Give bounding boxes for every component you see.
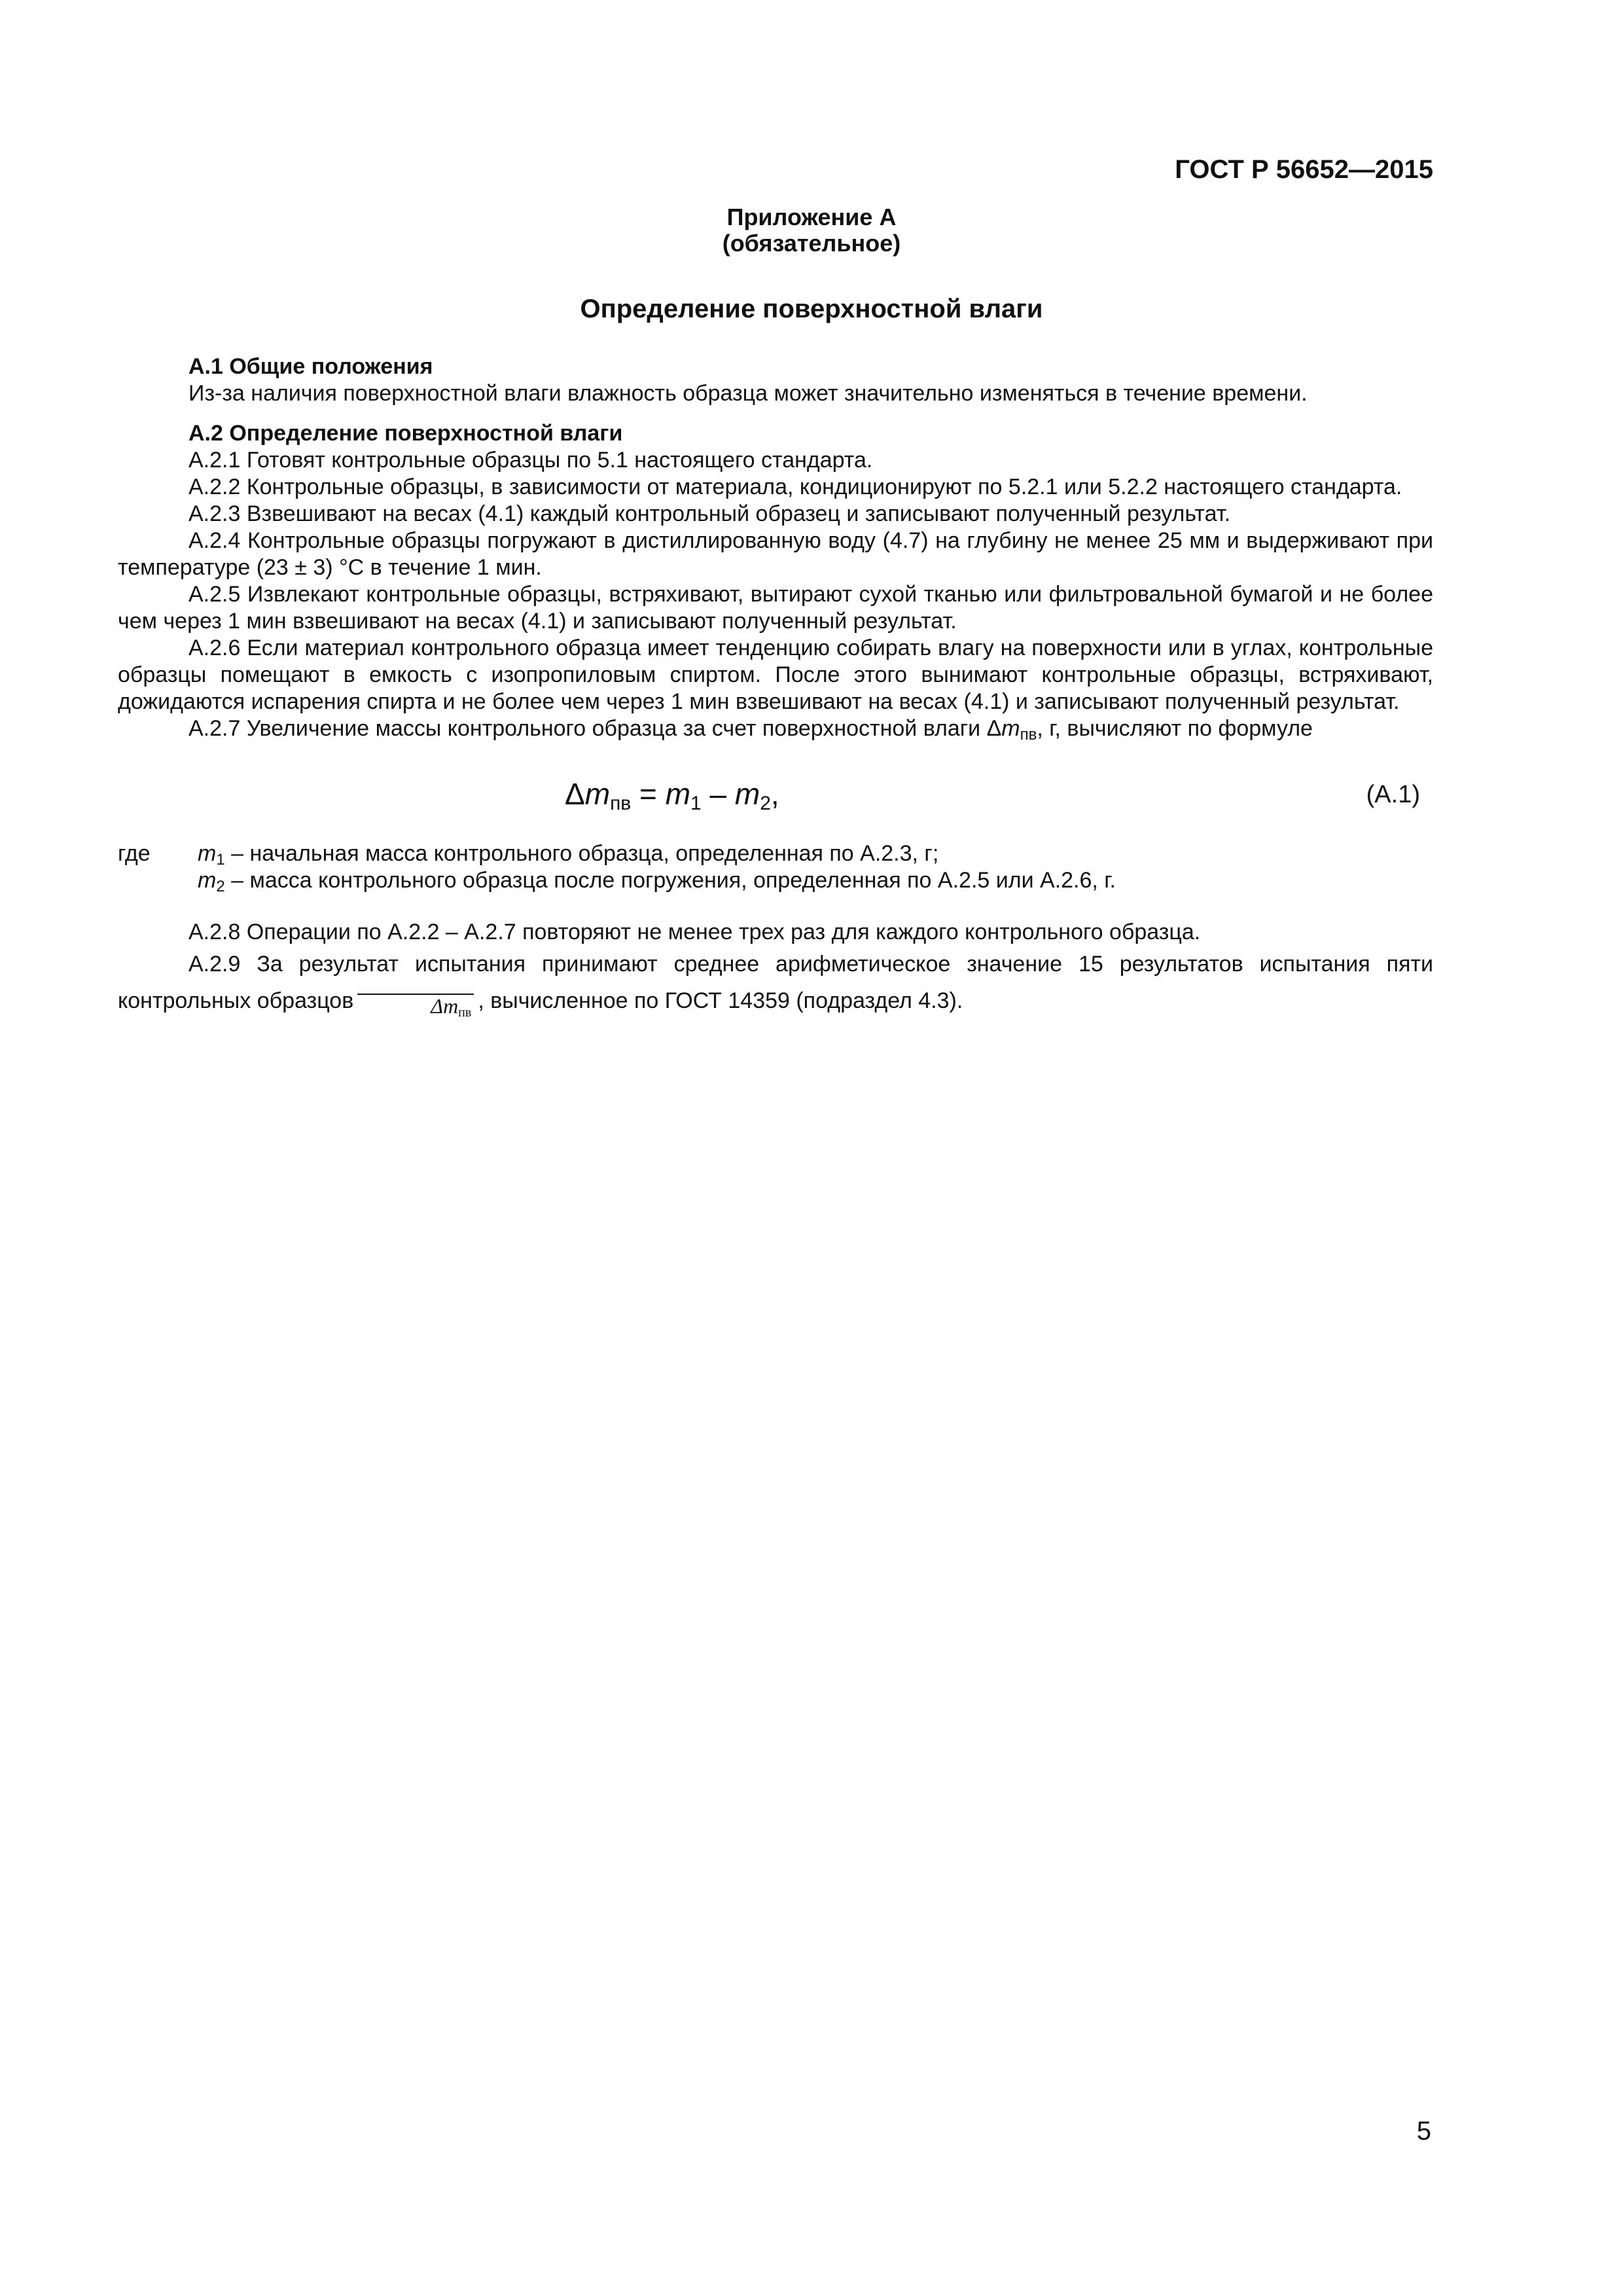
a27-symbol-sub: пв: [1020, 726, 1037, 744]
formula-comma: ,: [770, 777, 779, 811]
annex-heading: Определение поверхностной влаги: [580, 295, 1043, 323]
section-a1-text: Из-за наличия поверхностной влаги влажность образца может значительно изменяться в течение времени.: [188, 381, 1308, 406]
formula-m: m: [584, 777, 611, 811]
where-m2-definition: [198, 867, 1116, 894]
formula-equals: =: [631, 777, 666, 811]
annex-title: Приложение А: [726, 204, 897, 230]
paragraph-a2-5: А.2.5 Извлекают контрольные образцы, встряхивают, вытирают сухой тканью или фильтровальной бумагой и не более чем через 1 мин взвешивают на весах (4.1) и записывают полученный результат.: [118, 582, 1433, 634]
a27-symbol: [1001, 716, 1037, 744]
section-a2-heading: А.2 Определение поверхностной влаги: [188, 421, 623, 446]
paragraph-a2-9: [118, 946, 1433, 1019]
mean-symbol: [357, 994, 474, 1020]
formula-sub2: 2: [760, 793, 771, 814]
where-m2-text: – масса контрольного образца после погружения, определенная по А.2.5 или А.2.6, г.: [224, 868, 1116, 893]
where-m2-symbol: m: [198, 868, 217, 893]
where-m1-sub: 1: [216, 851, 225, 869]
formula-sub1: 1: [690, 793, 702, 814]
where-m2-row: [118, 867, 1433, 894]
section-a1-heading: А.1 Общие положения: [188, 354, 433, 379]
paragraph-a2-2: А.2.2 Контрольные образцы, в зависимости от материала, кондиционируют по 5.2.1 или 5.2.2 настоящего стандарта.: [188, 475, 1402, 499]
where-word: где: [118, 841, 151, 866]
formula-sub-pv: пв: [610, 793, 632, 814]
mean-symbol-sub: пв: [458, 1005, 472, 1020]
paragraph-a2-4: А.2.4 Контрольные образцы погружают в дистиллированную воду (4.7) на глубину не менее 25 мм и выдерживают при температуре (23 ± 3) °С в течение 1 мин.: [118, 528, 1433, 580]
a29-text-after: , вычисленное по ГОСТ 14359 (подраздел 4.3).: [478, 988, 963, 1013]
formula-a1: [118, 742, 1433, 840]
paragraph-a2-1: А.2.1 Готовят контрольные образцы по 5.1 настоящего стандарта.: [188, 448, 873, 473]
formula-minus: –: [701, 777, 735, 811]
where-m1-text: – начальная масса контрольного образца, определенная по А.2.3, г;: [224, 841, 939, 866]
page-number: 5: [1416, 2117, 1431, 2145]
formula-expression: [565, 776, 779, 812]
a27-symbol-m: m: [1001, 716, 1020, 741]
where-m1-row: [118, 840, 1433, 867]
document-body: [118, 353, 1433, 1019]
where-m1-symbol: m: [198, 841, 217, 866]
a27-text-before: А.2.7 Увеличение массы контрольного образца за счет поверхностной влаги Δ: [188, 716, 1002, 741]
annex-status: (обязательное): [722, 230, 901, 257]
formula-number: (А.1): [1366, 781, 1420, 808]
formula-m1: m: [665, 777, 691, 811]
paragraph-a2-6: А.2.6 Если материал контрольного образца имеет тенденцию собирать влагу на поверхности или в углах, контрольные образцы помещают в емкость с изопропиловым спиртом. После этого вынимают контрольные образцы, встряхивают, дожидаются испарения спирта и не более чем через 1 мин взвешивают на весах (4.1) и записывают полученный результат.: [118, 636, 1433, 714]
where-m1-definition: [198, 840, 938, 867]
standard-designation: ГОСТ Р 56652—2015: [1175, 155, 1433, 184]
paragraph-a2-8: А.2.8 Операции по А.2.2 – А.2.7 повторяют не менее трех раз для каждого контрольного образца.: [188, 920, 1201, 944]
a27-text-after: , г, вычисляют по формуле: [1037, 716, 1313, 741]
a29-text-before: А.2.9 За результат испытания принимают среднее арифметическое значение 15 результатов испытания пяти контрольных образцов: [118, 952, 1433, 1013]
formula-delta: Δ: [565, 777, 585, 811]
where-m2-sub: 2: [216, 878, 225, 895]
formula-m2: m: [734, 777, 760, 811]
paragraph-a2-3: А.2.3 Взвешивают на весах (4.1) каждый контрольный образец и записывают полученный результат.: [188, 501, 1231, 526]
mean-symbol-main: Δm: [431, 994, 459, 1018]
paragraph-a2-7: [118, 715, 1433, 742]
